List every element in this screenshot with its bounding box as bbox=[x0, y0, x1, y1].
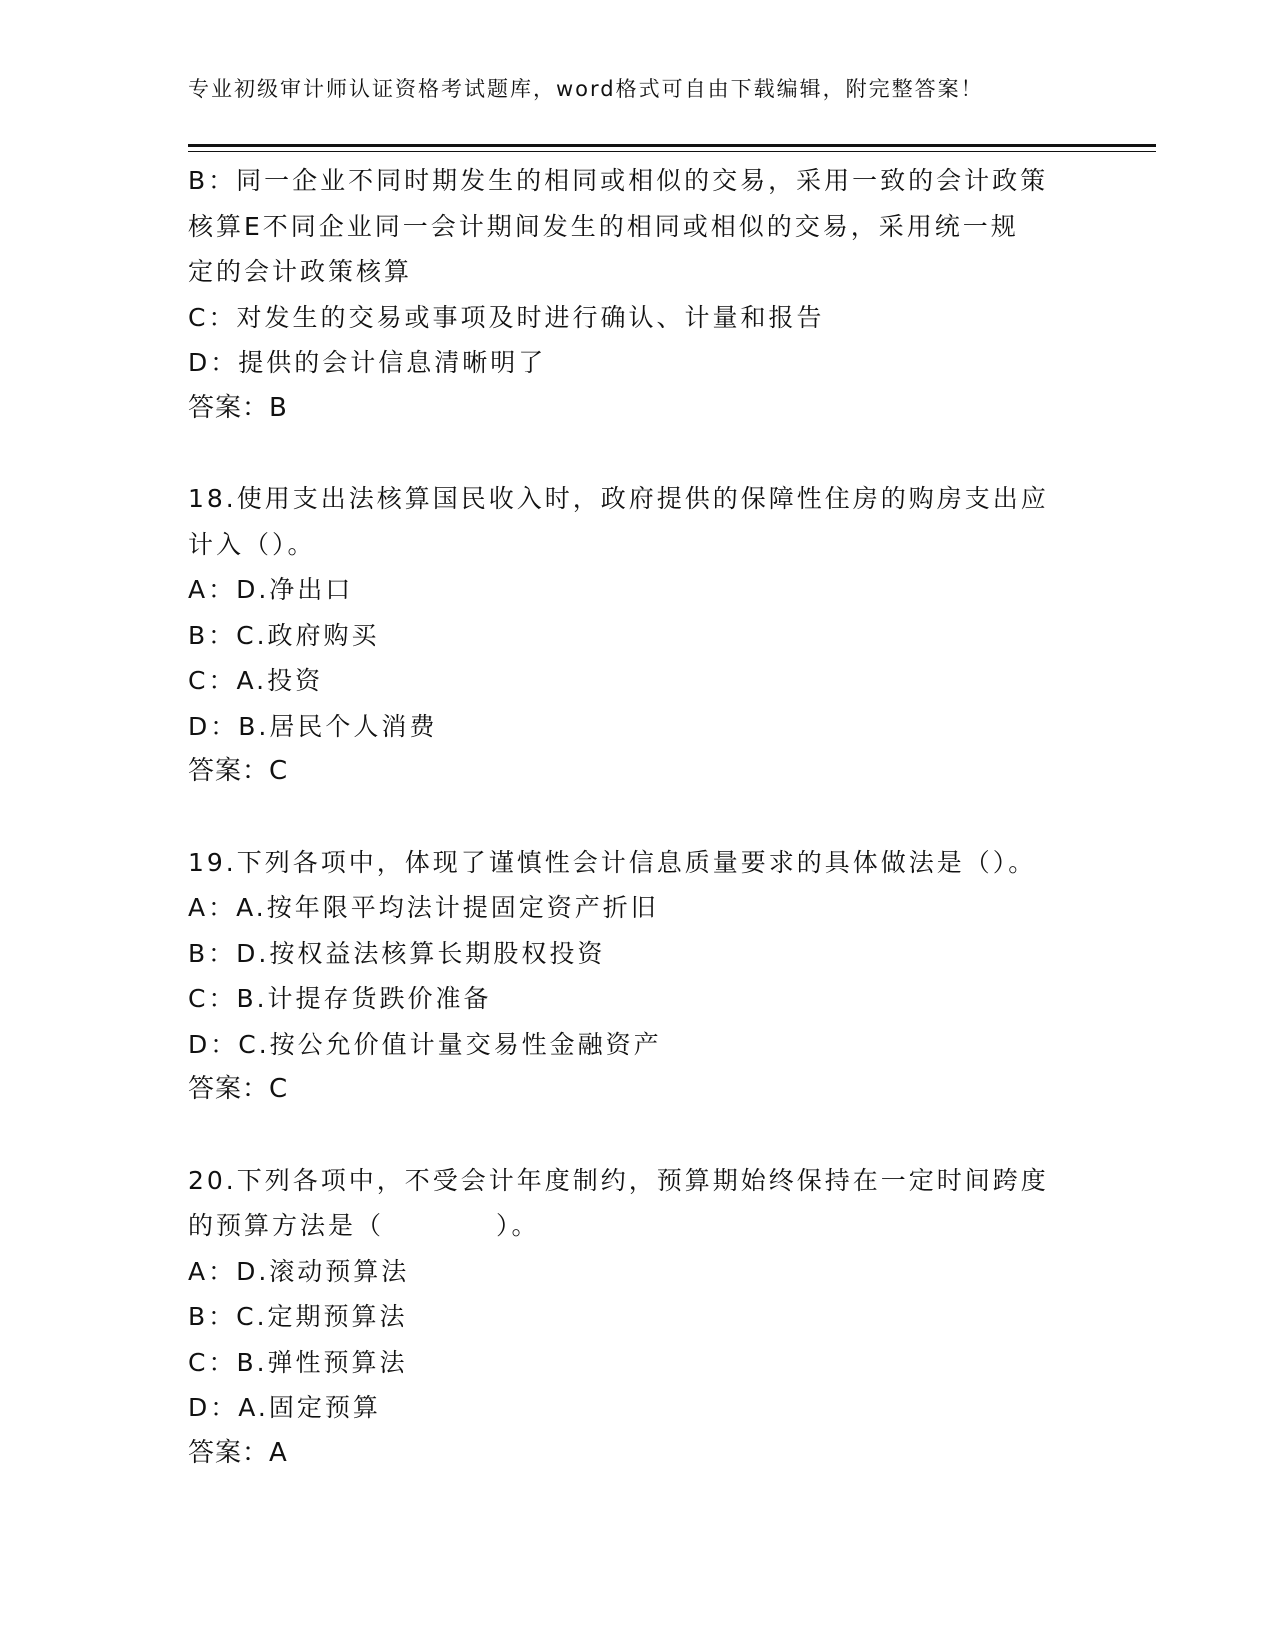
question-block bbox=[188, 158, 1088, 431]
question-line: 核算E不同企业同一会计期间发生的相同或相似的交易，采用统一规 bbox=[188, 211, 1019, 241]
question-line: 计入（）。 bbox=[188, 529, 316, 559]
question-block bbox=[188, 1158, 1088, 1477]
question-line: D：A.固定预算 bbox=[188, 1393, 381, 1422]
answer-line: 答案：A bbox=[188, 1437, 288, 1468]
question-line: 18.使用支出法核算国民收入时，政府提供的保障性住房的购房支出应 bbox=[188, 484, 1049, 513]
question-line: 20.下列各项中，不受会计年度制约，预算期始终保持在一定时间跨度 bbox=[188, 1165, 1049, 1195]
question-line: D：B.居民个人消费 bbox=[188, 711, 438, 741]
answer-line: 答案：C bbox=[188, 756, 289, 786]
question-line: C：B.弹性预算法 bbox=[188, 1347, 408, 1377]
block-gap bbox=[188, 431, 1088, 476]
page-header: 专业初级审计师认证资格考试题库，word格式可自由下载编辑，附完整答案！ bbox=[188, 77, 984, 101]
question-line: B：D.按权益法核算长期股权投资 bbox=[188, 938, 606, 968]
question-line: A：A.按年限平均法计提固定资产折旧 bbox=[188, 893, 659, 922]
block-gap bbox=[188, 1113, 1088, 1158]
answer-line: 答案：B bbox=[188, 392, 288, 423]
question-content bbox=[188, 158, 1088, 1476]
question-line: D：提供的会计信息清晰明了 bbox=[188, 348, 547, 377]
question-line: C：A.投资 bbox=[188, 666, 324, 695]
question-line: B：C.定期预算法 bbox=[188, 1302, 408, 1331]
question-line: C：B.计提存货跌价准备 bbox=[188, 984, 492, 1013]
question-line: B：C.政府购买 bbox=[188, 620, 380, 650]
header-rule-thick bbox=[188, 144, 1156, 147]
question-line: B：同一企业不同时期发生的相同或相似的交易，采用一致的会计政策 bbox=[188, 166, 1049, 195]
question-block bbox=[188, 840, 1088, 1113]
question-block bbox=[188, 476, 1088, 795]
question-line: 的预算方法是（ ）。 bbox=[188, 1211, 540, 1240]
question-line: A：D.滚动预算法 bbox=[188, 1256, 410, 1286]
question-line: A：D.净出口 bbox=[188, 575, 354, 604]
question-line: C：对发生的交易或事项及时进行确认、计量和报告 bbox=[188, 302, 825, 332]
question-line: 定的会计政策核算 bbox=[188, 257, 413, 286]
header-rule-thin bbox=[188, 151, 1156, 152]
question-line: 19.下列各项中，体现了谨慎性会计信息质量要求的具体做法是（）。 bbox=[188, 847, 1037, 877]
question-line: D：C.按公允价值计量交易性金融资产 bbox=[188, 1029, 662, 1059]
answer-line: 答案：C bbox=[188, 1074, 289, 1104]
block-gap bbox=[188, 795, 1088, 840]
